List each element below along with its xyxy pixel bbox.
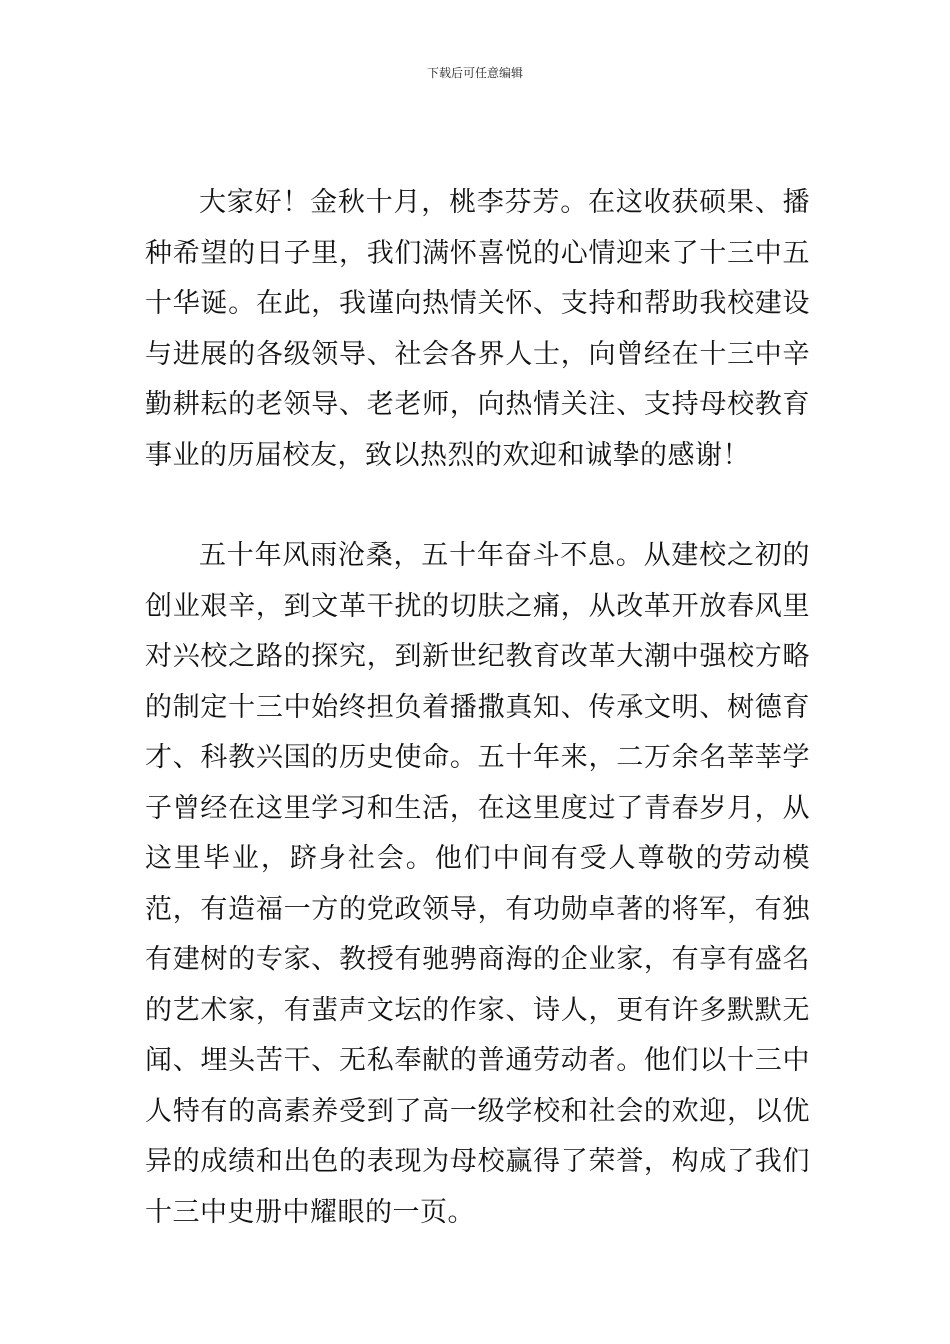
header-note: 下载后可任意编辑 xyxy=(426,66,523,80)
document-body xyxy=(145,178,810,1238)
paragraph-welcome: 大家好！金秋十月，桃李芬芳。在这收获硕果、播种希望的日子里，我们满怀喜悦的心情迎来了十三中五十华诞。在此，我谨向热情关怀、支持和帮助我校建设与进展的各级领导、社会各界人士，向曾经在十三中辛勤耕耘的老领导、老老师，向热情关注、支持母校教育事业的历届校友，致以热烈的欢迎和诚挚的感谢！ xyxy=(145,187,810,471)
paragraph-history: 五十年风雨沧桑，五十年奋斗不息。从建校之初的创业艰辛，到文革干扰的切肤之痛，从改革开放春风里对兴校之路的探究，到新世纪教育改革大潮中强校方略的制定十三中始终担负着播撒真知、传承文明、树德育才、科教兴国的历史使命。五十年来，二万余名莘莘学子曾经在这里学习和生活，在这里度过了青春岁月，从这里毕业，跻身社会。他们中间有受人尊敬的劳动模范，有造福一方的党政领导，有功勋卓著的将军，有独有建树的专家、教授有驰骋商海的企业家，有享有盛名的艺术家，有蜚声文坛的作家、诗人，更有许多默默无闻、埋头苦干、无私奉献的普通劳动者。他们以十三中人特有的高素养受到了高一级学校和社会的欢迎，以优异的成绩和出色的表现为母校赢得了荣誉，构成了我们十三中史册中耀眼的一页。 xyxy=(145,540,810,1228)
